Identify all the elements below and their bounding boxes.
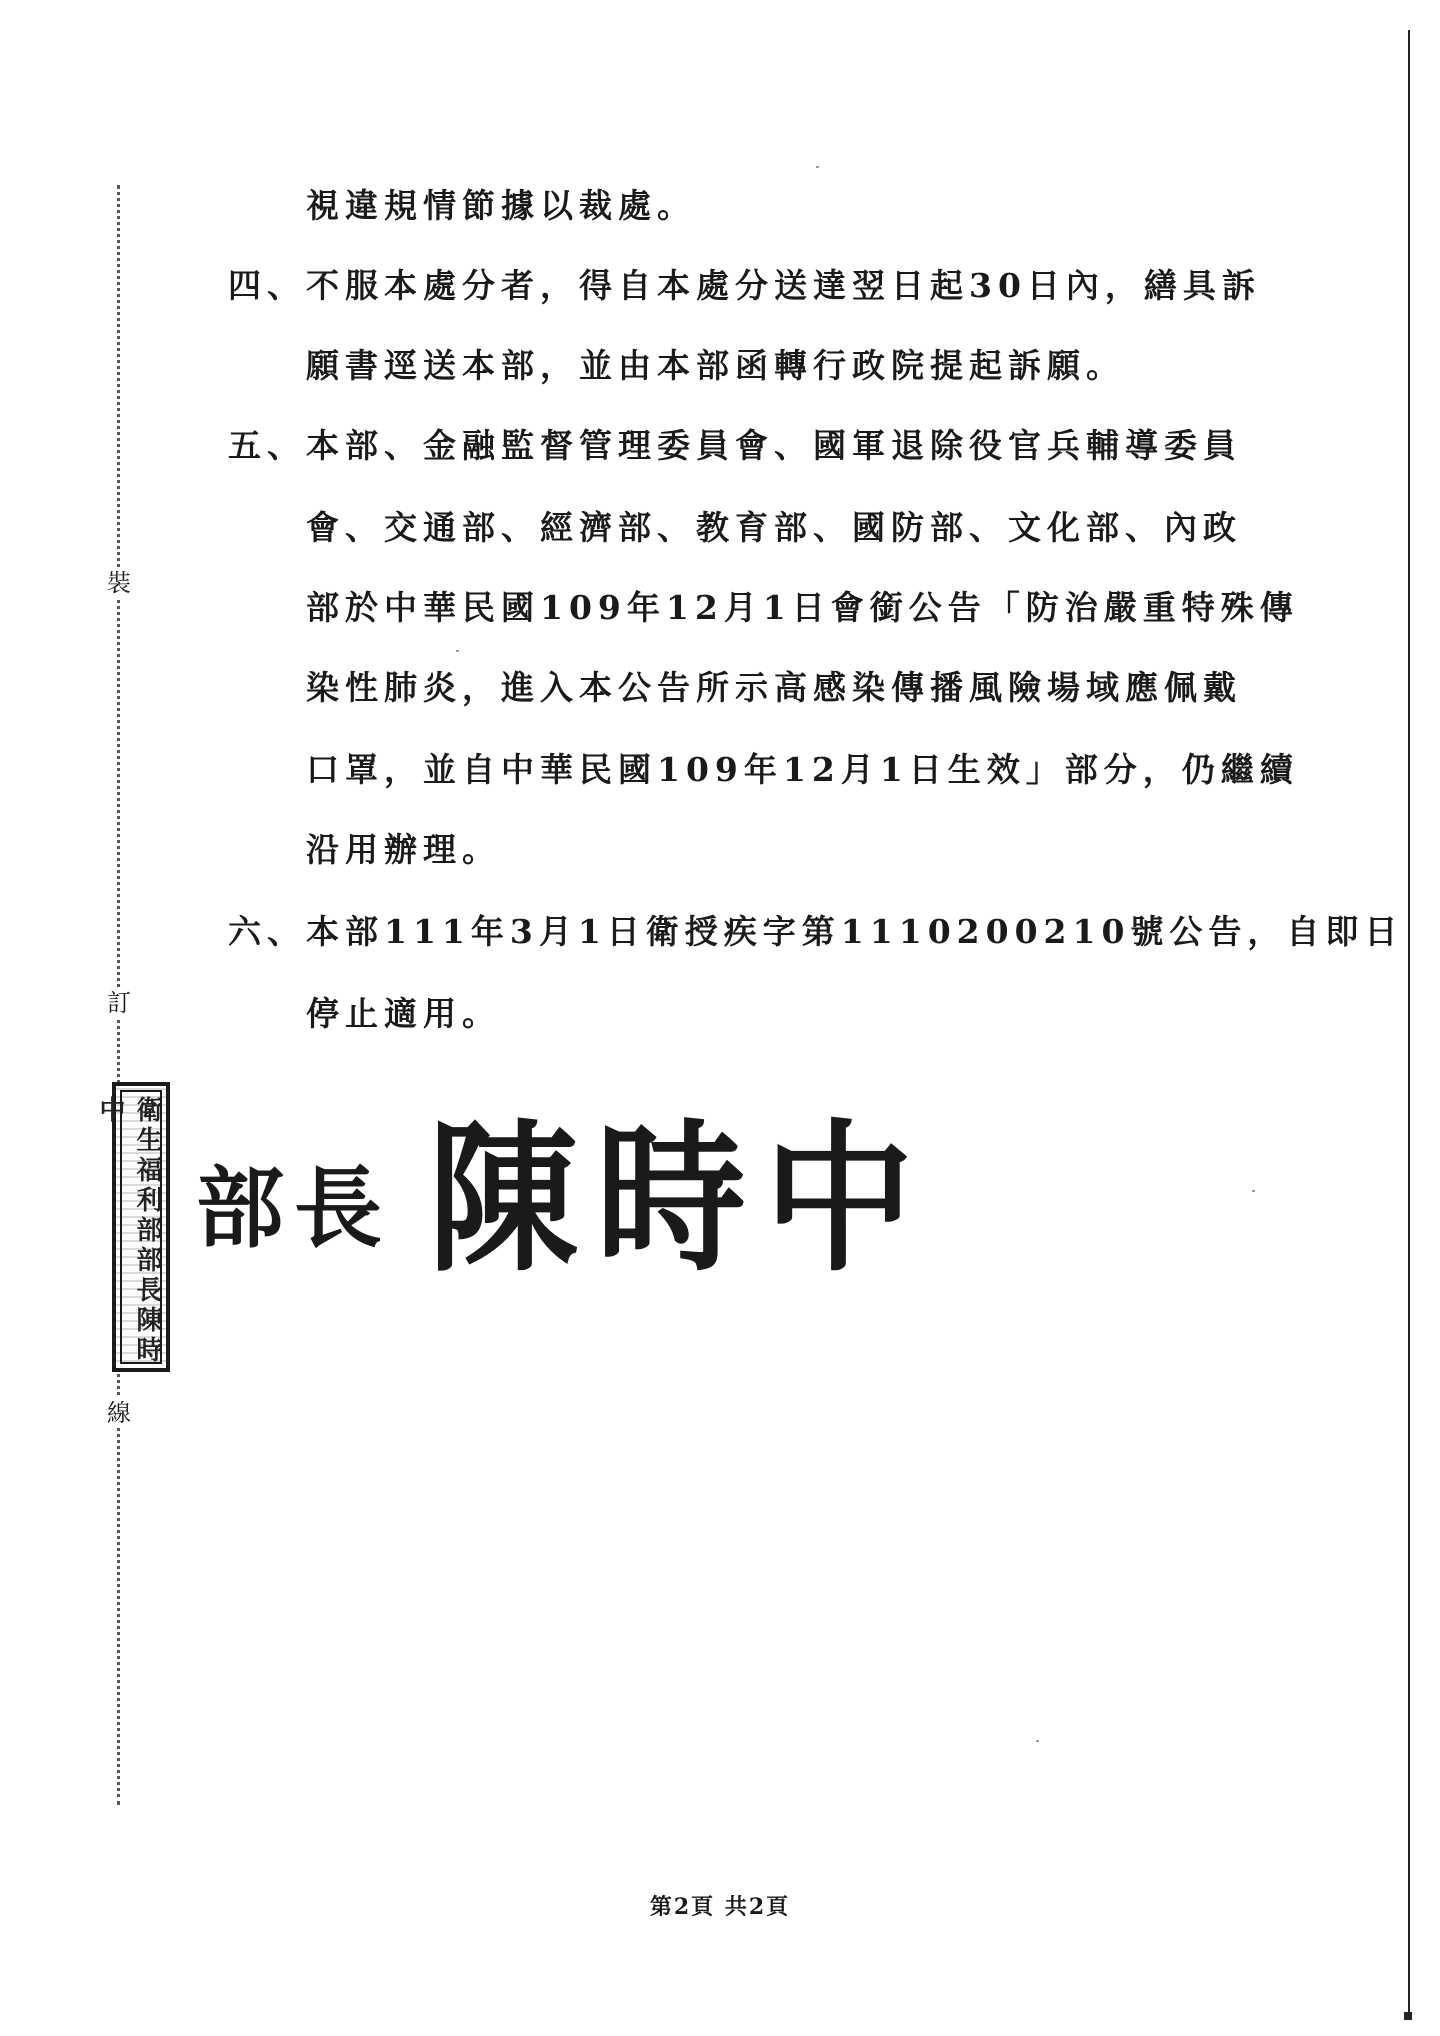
scan-speck (456, 650, 459, 652)
body-line-9: 沿用辦理。 (306, 830, 501, 869)
body-line-1: 視違規情節據以裁處。 (306, 186, 696, 225)
official-seal-text: 衛生福利部部長陳時中 (95, 1096, 162, 1366)
scan-speck (816, 166, 819, 168)
body-line-4: 五、本部、金融監督管理委員會、國軍退除役官兵輔導委員 (228, 426, 1242, 465)
signature-block (196, 1080, 933, 1295)
body-line-11: 停止適用。 (306, 994, 501, 1033)
signature-name: 陳時中 (428, 1103, 933, 1295)
page-number: 第2頁 共2頁 (649, 1894, 791, 1920)
binding-char-zhuang: 裝 (104, 568, 134, 598)
signature-title: 部長 (196, 1156, 393, 1260)
page-corner-mark (1404, 2012, 1412, 2020)
body-line-5: 會、交通部、經濟部、教育部、國防部、文化部、內政 (306, 508, 1242, 547)
scan-speck (1036, 1740, 1039, 1742)
body-line-3: 願書逕送本部，並由本部函轉行政院提起訴願。 (306, 346, 1125, 385)
scan-speck (1252, 1190, 1255, 1192)
body-line-8: 口罩，並自中華民國109年12月1日生效」部分，仍繼續 (306, 750, 1299, 789)
page-right-border (1408, 30, 1410, 2020)
body-line-2: 四、不服本處分者，得自本處分送達翌日起30日內，繕具訴 (228, 266, 1261, 305)
body-line-7: 染性肺炎，進入本公告所示高感染傳播風險場域應佩戴 (306, 668, 1242, 707)
official-seal-stamp (95, 1082, 170, 1372)
binding-char-ding: 訂 (104, 988, 134, 1018)
binding-char-xian: 線 (104, 1398, 134, 1428)
body-line-10: 六、本部111年3月1日衛授疾字第1110200210號公告，自即日 (228, 912, 1404, 951)
body-line-6: 部於中華民國109年12月1日會銜公告「防治嚴重特殊傳 (306, 588, 1299, 627)
